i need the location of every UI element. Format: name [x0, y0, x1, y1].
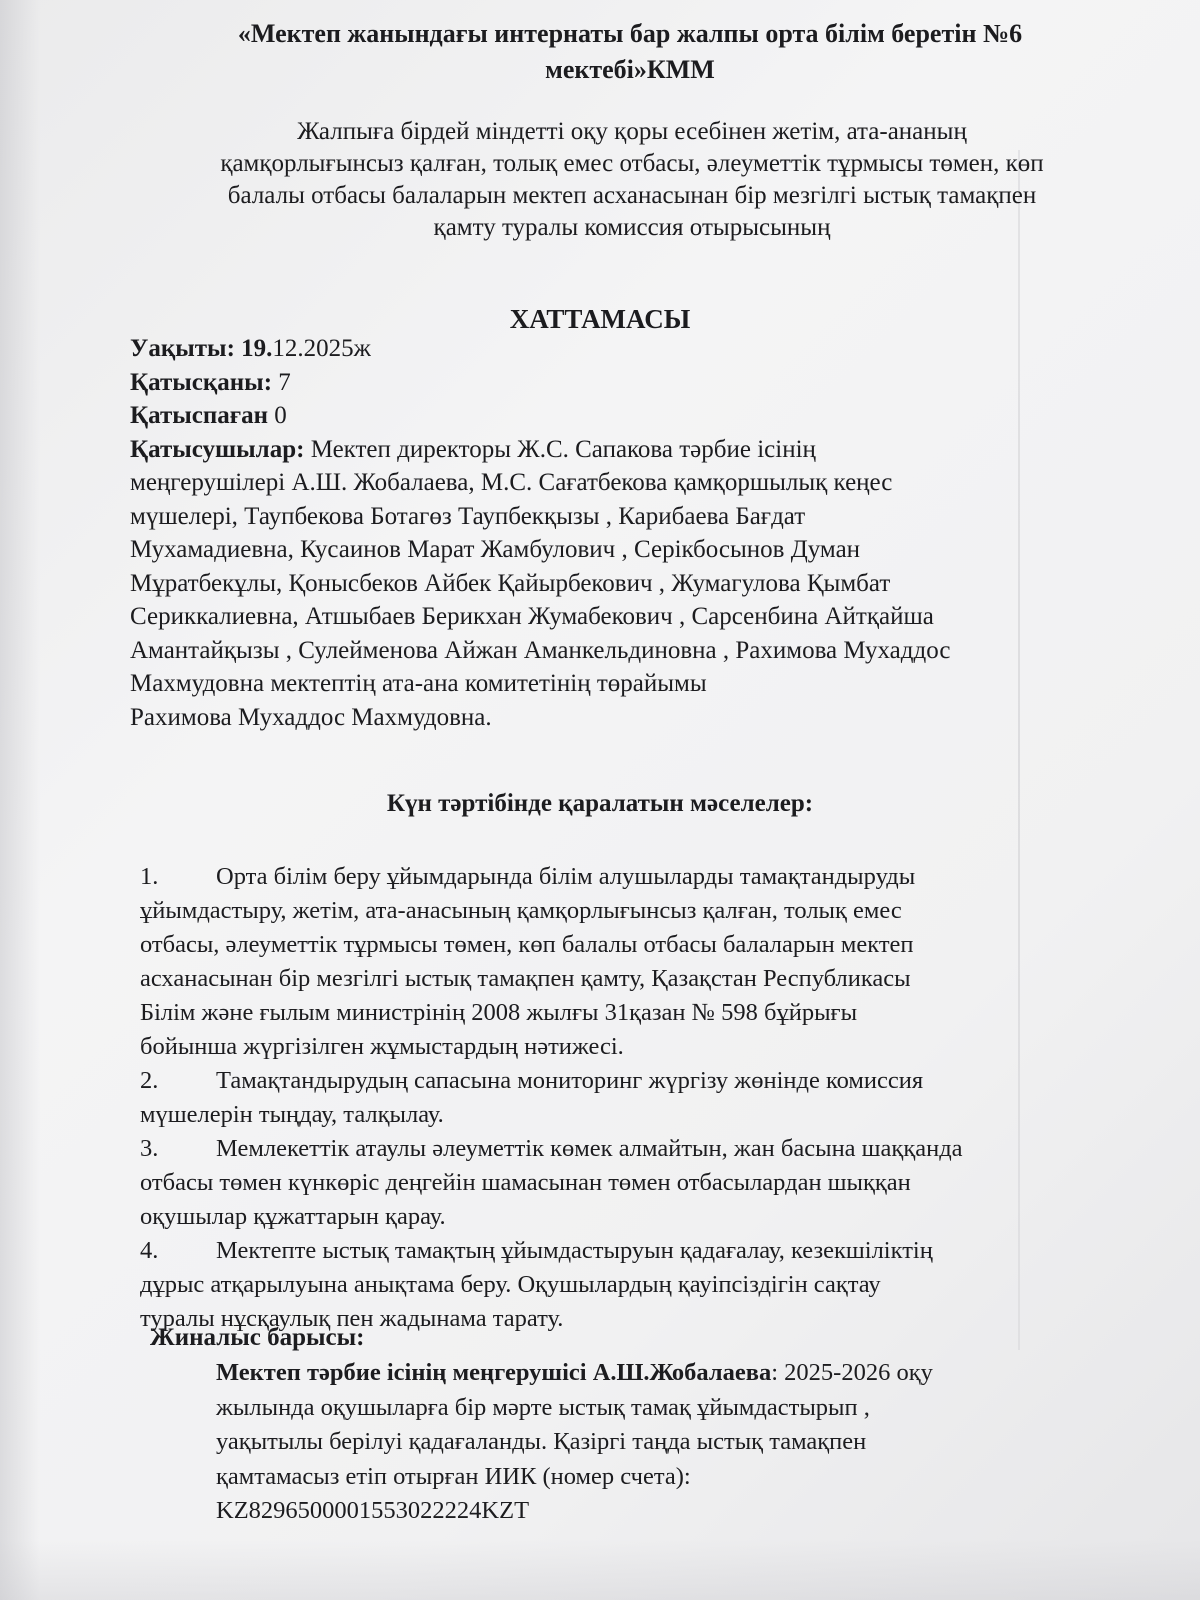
meeting-meta — [130, 332, 1160, 734]
agenda-number: 1. — [140, 863, 159, 890]
title-line-2: мектебі»КММ — [545, 55, 715, 84]
document-heading: ХАТТАМАСЫ — [509, 304, 691, 334]
agenda-title: Күн тәртібінде қаралатын мәселелер: — [386, 790, 814, 817]
agenda-number: 2. — [140, 1067, 159, 1094]
subject-line: қамқорлығынсыз қалған, толық емес отбасы, әлеуметтік тұрмысы төмен, көп — [220, 150, 1044, 177]
participants-line: Мухамадиевна, Кусаинов Марат Жамбулович , Серікбосынов Думан — [130, 536, 861, 563]
agenda-text: Тамақтандырудың сапасына мониторинг жүргізу жөнінде комиссия — [216, 1067, 924, 1094]
participants-line: Амантайқызы , Сулейменова Айжан Аманкельдиновна , Рахимова Мухаддос — [130, 636, 951, 664]
absent-label: Қатыспаған — [130, 402, 269, 429]
speech-line — [216, 1356, 1116, 1391]
agenda-number: 3. — [140, 1135, 159, 1162]
title-line-1: «Мектеп жанындағы интернаты бар жалпы орта білім беретін №6 — [237, 19, 1023, 48]
agenda-text: Мектепте ыстық тамақтың ұйымдастыруын қадағалау, кезекшіліктің — [216, 1237, 933, 1264]
participants-line: Махмудовна мектептің ата-ана комитетінің төрайымы — [130, 670, 707, 697]
agenda-list — [140, 860, 1180, 1336]
attended-label: Қатысқаны: — [130, 368, 273, 396]
agenda-text: Мемлекеттік атаулы әлеуметтік көмек алмайтын, жан басына шаққанда — [216, 1135, 963, 1162]
agenda-item-1 — [140, 860, 1180, 894]
agenda-line: оқушылар құжаттарын қарау. — [140, 1203, 446, 1230]
time-value: 12.2025ж — [272, 335, 371, 362]
account-number: KZ8296500001553022224KZT — [216, 1497, 530, 1524]
agenda-text: Орта білім беру ұйымдарында білім алушыларды тамақтандыруды — [216, 863, 916, 890]
agenda-line: мүшелерін тыңдау, талқылау. — [140, 1101, 444, 1128]
speech-line: қамтамасыз етіп отырған ИИК (номер счета): — [216, 1462, 691, 1490]
subject-line: Жалпыға бірдей міндетті оқу қоры есебінен жетім, ата-ананың — [297, 118, 967, 145]
participants-line: Рахимова Мухаддос Махмудовна. — [130, 703, 492, 731]
participants-line: Сериккалиевна, Атшыбаев Берикхан Жумабекович , Сарсенбина Айтқайша — [130, 603, 934, 630]
absent-count — [130, 399, 1160, 433]
speech-text: : 2025-2026 оқу — [771, 1359, 933, 1386]
participants-line: меңгерушілері А.Ш. Жобалаева, М.С. Сағатбекова қамқоршылық кеңес — [130, 469, 893, 496]
absent-value: 0 — [268, 402, 287, 429]
subject-line: қамту туралы комиссия отырысының — [433, 214, 831, 241]
participants-label: Қатысушылар: — [130, 435, 305, 463]
participants-line — [130, 433, 1160, 467]
time-label: Уақыты: 19. — [130, 335, 273, 362]
agenda-line: отбасы, әлеуметтік тұрмысы төмен, көп балалы отбасы балаларын мектеп — [140, 931, 914, 958]
agenda-item-2 — [140, 1064, 1180, 1098]
agenda-line: бойынша жүргізілген жұмыстардың нәтижесі. — [140, 1033, 624, 1060]
agenda-line: дұрыс атқарылуына анықтама беру. Оқушылардың қауіпсіздігін сақтау — [140, 1271, 881, 1298]
speaker-statement — [216, 1356, 1116, 1529]
speech-line: жылында оқушыларға бір мәрте ыстық тамақ ұйымдастырып , — [216, 1393, 870, 1421]
participants-text: Мектеп директоры Ж.С. Сапакова тәрбие ісінің — [304, 435, 816, 463]
page-shadow-bottom — [0, 1540, 1200, 1600]
attended-count — [130, 366, 1160, 400]
agenda-line: ұйымдастыру, жетім, ата-анасының қамқорлығынсыз қалған, толық емес — [140, 897, 902, 924]
meeting-progress-title: Жиналыс барысы: — [150, 1324, 365, 1351]
speaker-name: Мектеп тәрбие ісінің меңгерушісі А.Ш.Жобалаева — [216, 1359, 772, 1386]
participants-line: Мұратбекұлы, Қонысбеков Айбек Қайырбекович , Жумагулова Қымбат — [130, 569, 891, 597]
participants-line: мүшелері, Таупбекова Ботагөз Таупбекқызы , Карибаева Бағдат — [130, 502, 806, 530]
agenda-line: отбасы төмен күнкөріс деңгейін шамасынан төмен отбасылардан шыққан — [140, 1169, 911, 1196]
meeting-subject — [112, 116, 1152, 244]
meeting-time — [130, 332, 1160, 366]
attended-value: 7 — [272, 368, 291, 396]
agenda-number: 4. — [140, 1237, 159, 1264]
agenda-item-3 — [140, 1132, 1180, 1166]
agenda-line: Білім және ғылым министрінің 2008 жылғы 31қазан № 598 бұйрығы — [140, 999, 858, 1026]
agenda-line: асханасынан бір мезгілгі ыстық тамақпен қамту, Қазақстан Республикасы — [140, 965, 911, 992]
speech-line: уақытылы берілуі қадағаланды. Қазіргі таңда ыстық тамақпен — [216, 1428, 867, 1455]
agenda-item-4 — [140, 1234, 1180, 1268]
subject-line: балалы отбасы балаларын мектеп асханасынан бір мезгілгі ыстық тамақпен — [227, 182, 1037, 209]
agenda-line: туралы нұсқаулық пен жадынама тарату. — [140, 1305, 564, 1332]
school-name-title — [130, 16, 1130, 88]
